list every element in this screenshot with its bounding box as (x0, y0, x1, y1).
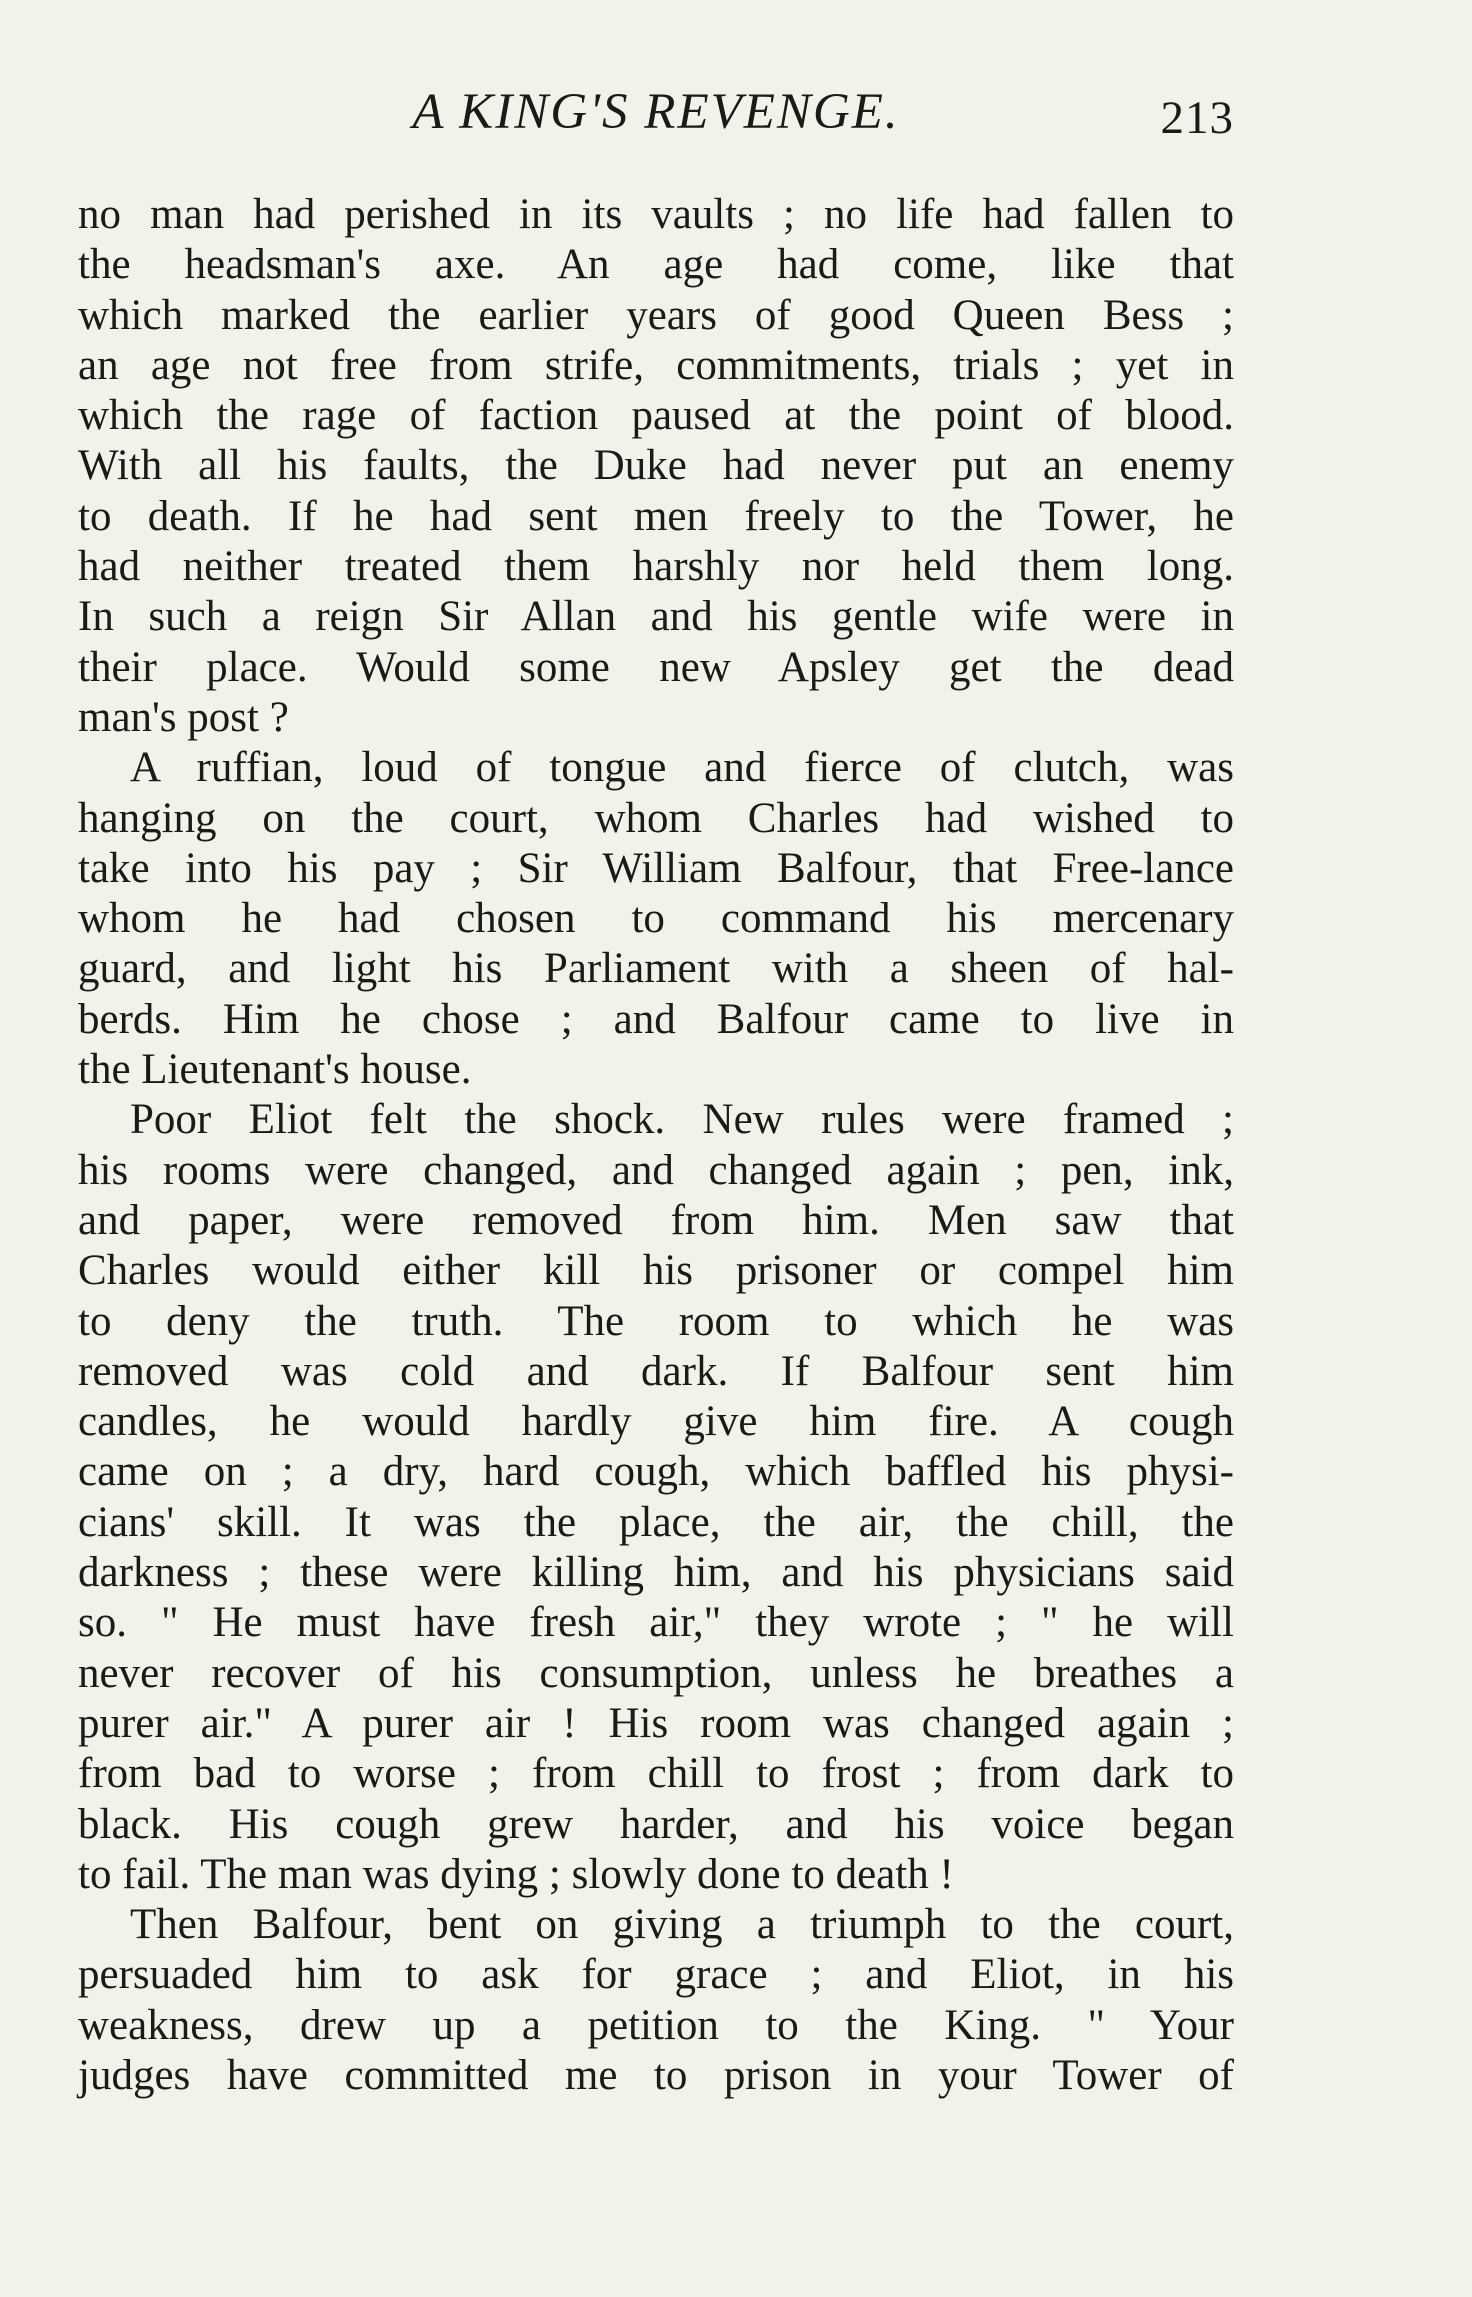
paragraph-first-line: Poor Eliot felt the shock. New rules were framed ; (130, 1096, 1234, 1144)
text-line: to deny the truth. The room to which he was (78, 1297, 1234, 1345)
text-line: their place. Would some new Apsley get the dead (78, 643, 1234, 691)
text-line: cians' skill. It was the place, the air, the chill, the (78, 1498, 1234, 1546)
text-line: to death. If he had sent men freely to the Tower, he (78, 492, 1234, 540)
running-head (78, 82, 1234, 152)
text-line: purer air." A purer air ! His room was changed again ; (78, 1699, 1234, 1747)
text-line: so. " He must have fresh air," they wrote ; " he will (78, 1599, 1234, 1647)
text-line: berds. Him he chose ; and Balfour came to live in (78, 995, 1234, 1043)
text-line: to fail. The man was dying ; slowly done to death ! (78, 1850, 954, 1898)
text-line: the headsman's axe. An age had come, like that (78, 241, 1234, 289)
text-line: candles, he would hardly give him fire. A cough (78, 1398, 1234, 1446)
text-line: an age not free from strife, commitments, trials ; yet in (78, 341, 1234, 389)
page-number: 213 (1160, 92, 1234, 144)
text-line: and paper, were removed from him. Men saw that (78, 1196, 1234, 1244)
text-line: removed was cold and dark. If Balfour sent him (78, 1347, 1234, 1395)
text-line: his rooms were changed, and changed again ; pen, ink, (78, 1146, 1234, 1194)
text-line: man's post ? (78, 693, 289, 741)
text-line: never recover of his consumption, unless he breathes a (78, 1649, 1234, 1697)
text-line: from bad to worse ; from chill to frost ; from dark to (78, 1750, 1234, 1798)
text-line: came on ; a dry, hard cough, which baffled his physi- (78, 1448, 1234, 1496)
text-line: persuaded him to ask for grace ; and Eliot, in his (78, 1951, 1234, 1999)
paragraph-first-line: A ruffian, loud of tongue and fierce of clutch, was (130, 744, 1234, 792)
text-line: take into his pay ; Sir William Balfour, that Free-lance (78, 844, 1234, 892)
text-line: weakness, drew up a petition to the King. " Your (78, 2001, 1234, 2049)
text-line: With all his faults, the Duke had never put an enemy (78, 442, 1234, 490)
text-line: which marked the earlier years of good Queen Bess ; (78, 291, 1234, 339)
text-line: which the rage of faction paused at the point of blood. (78, 392, 1234, 440)
text-line: whom he had chosen to command his mercenary (78, 895, 1234, 943)
text-line: hanging on the court, whom Charles had wished to (78, 794, 1234, 842)
text-line: Charles would either kill his prisoner or compel him (78, 1247, 1234, 1295)
text-line: In such a reign Sir Allan and his gentle wife were in (78, 593, 1234, 641)
text-line: had neither treated them harshly nor held them long. (78, 543, 1234, 591)
text-line: judges have committed me to prison in your Tower of (78, 2051, 1234, 2099)
text-line: guard, and light his Parliament with a sheen of hal- (78, 945, 1234, 993)
text-line: the Lieutenant's house. (78, 1046, 472, 1094)
body-text (78, 190, 1234, 2101)
running-title: A KING'S REVENGE. (412, 84, 900, 140)
text-line: darkness ; these were killing him, and his physicians said (78, 1549, 1234, 1597)
text-line: no man had perished in its vaults ; no life had fallen to (78, 191, 1234, 238)
text-line: black. His cough grew harder, and his voice began (78, 1800, 1234, 1848)
paragraph-first-line: Then Balfour, bent on giving a triumph to the court, (130, 1901, 1234, 1949)
